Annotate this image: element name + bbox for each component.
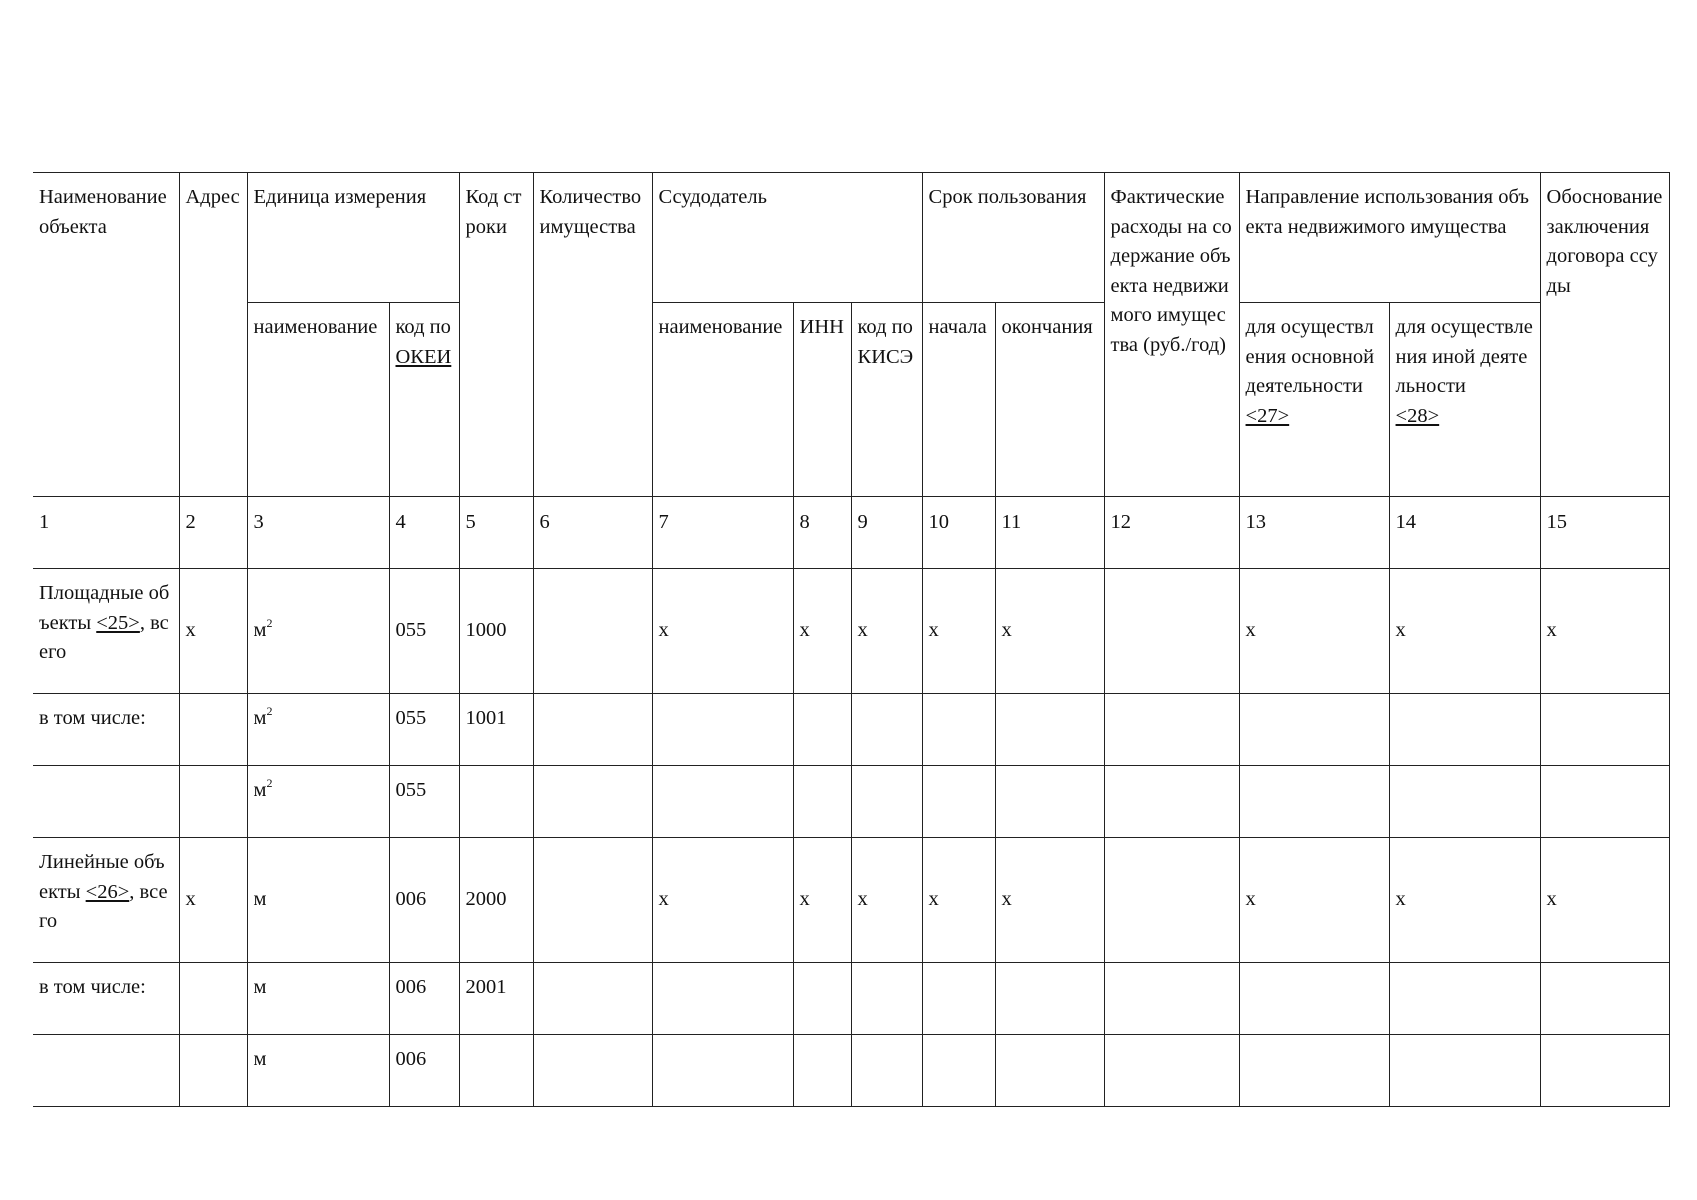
area-total-name xyxy=(33,569,179,694)
unit-superscript: 2 xyxy=(266,704,273,718)
area-incl-code: 1001 xyxy=(459,694,533,766)
empty-cell xyxy=(533,1035,652,1107)
area-total-lender-name: х xyxy=(652,569,793,694)
header-row-2 xyxy=(33,303,1669,497)
empty-cell xyxy=(995,766,1104,838)
empty-cell xyxy=(1239,963,1389,1035)
linear-total-lender-name: х xyxy=(652,838,793,963)
linear-total-end: х xyxy=(995,838,1104,963)
col-number: 5 xyxy=(459,497,533,569)
empty-cell xyxy=(179,1035,247,1107)
area-total-address: х xyxy=(179,569,247,694)
footnote-28-link[interactable]: <28> xyxy=(1395,404,1440,427)
unit-superscript: 2 xyxy=(266,776,273,790)
unit-text: м xyxy=(253,707,267,729)
empty-cell xyxy=(1104,963,1239,1035)
linear-total-quantity xyxy=(533,838,652,963)
empty-cell xyxy=(851,1035,922,1107)
area-total-expenses xyxy=(1104,569,1239,694)
linear-blank-okei: 006 xyxy=(389,1035,459,1107)
header-unit-name: наименование xyxy=(247,303,389,497)
col-number: 9 xyxy=(851,497,922,569)
area-total-quantity xyxy=(533,569,652,694)
header-line-code: Код строки xyxy=(459,173,533,497)
empty-cell xyxy=(793,963,851,1035)
empty-cell xyxy=(1389,694,1540,766)
empty-cell xyxy=(922,766,995,838)
table-row-area-blank xyxy=(33,766,1669,838)
col-number: 15 xyxy=(1540,497,1669,569)
okei-link[interactable]: ОКЕИ xyxy=(395,345,452,368)
linear-total-unit: м xyxy=(247,838,389,963)
col-number: 10 xyxy=(922,497,995,569)
empty-cell xyxy=(459,1035,533,1107)
area-total-okei: 055 xyxy=(389,569,459,694)
empty-cell xyxy=(533,766,652,838)
linear-total-inn: х xyxy=(793,838,851,963)
linear-incl-code: 2001 xyxy=(459,963,533,1035)
area-total-inn: х xyxy=(793,569,851,694)
empty-cell xyxy=(652,766,793,838)
header-lender-name: наименование xyxy=(652,303,793,497)
footnote-27-link[interactable]: <27> xyxy=(1245,404,1290,427)
empty-cell xyxy=(851,963,922,1035)
col-number: 8 xyxy=(793,497,851,569)
unit-code-prefix: код по xyxy=(395,316,451,338)
table-row-linear-total xyxy=(33,838,1669,963)
empty-cell xyxy=(1239,766,1389,838)
header-quantity: Количество имущества xyxy=(533,173,652,497)
linear-total-other: х xyxy=(1389,838,1540,963)
linear-total-kise: х xyxy=(851,838,922,963)
col-number: 1 xyxy=(33,497,179,569)
kise-label: КИСЭ xyxy=(857,345,914,368)
linear-total-code: 2000 xyxy=(459,838,533,963)
col-number: 11 xyxy=(995,497,1104,569)
header-usage: Направление использования объекта недвижимого имущества xyxy=(1239,173,1540,303)
linear-total-expenses xyxy=(1104,838,1239,963)
area-total-end: х xyxy=(995,569,1104,694)
linear-total-start: х xyxy=(922,838,995,963)
empty-cell xyxy=(1239,694,1389,766)
area-blank-okei: 055 xyxy=(389,766,459,838)
area-total-other: х xyxy=(1389,569,1540,694)
empty-cell xyxy=(995,963,1104,1035)
linear-incl-unit: м xyxy=(247,963,389,1035)
col-number: 14 xyxy=(1389,497,1540,569)
kise-prefix: код по xyxy=(857,316,913,338)
header-unit-code xyxy=(389,303,459,497)
header-object-name: Наименование объекта xyxy=(33,173,179,497)
linear-total-main: х xyxy=(1239,838,1389,963)
empty-cell xyxy=(851,694,922,766)
linear-total-name xyxy=(33,838,179,963)
empty-cell xyxy=(1540,963,1669,1035)
area-total-start: х xyxy=(922,569,995,694)
empty-cell xyxy=(1104,1035,1239,1107)
header-period: Срок пользования xyxy=(922,173,1104,303)
header-start: начала xyxy=(922,303,995,497)
linear-total-basis: х xyxy=(1540,838,1669,963)
linear-blank-unit: м xyxy=(247,1035,389,1107)
empty-cell xyxy=(1389,1035,1540,1107)
other-activity-label: для осуществления иной деятельности xyxy=(1395,316,1533,397)
area-blank-unit xyxy=(247,766,389,838)
footnote-25-link[interactable]: <25> xyxy=(96,611,140,634)
empty-cell xyxy=(1239,1035,1389,1107)
empty-cell xyxy=(652,963,793,1035)
unit-text: м xyxy=(253,779,267,801)
column-numbers-row xyxy=(33,497,1669,569)
area-total-kise: х xyxy=(851,569,922,694)
header-lender: Ссудодатель xyxy=(652,173,922,303)
header-row-1 xyxy=(33,173,1669,303)
empty-cell xyxy=(1104,694,1239,766)
loan-property-table xyxy=(33,172,1670,1107)
header-basis: Обоснование заключения договора ссуды xyxy=(1540,173,1669,497)
empty-cell xyxy=(995,694,1104,766)
unit-text: м xyxy=(253,619,267,642)
empty-cell xyxy=(793,694,851,766)
area-total-label: Площадные объекты xyxy=(39,582,170,634)
main-activity-label: для осуществления основной деятельности xyxy=(1245,316,1375,397)
empty-cell xyxy=(652,1035,793,1107)
empty-cell xyxy=(533,694,652,766)
unit-superscript: 2 xyxy=(266,616,273,631)
empty-cell xyxy=(793,1035,851,1107)
empty-cell xyxy=(1104,766,1239,838)
area-total-unit xyxy=(247,569,389,694)
empty-cell xyxy=(1540,766,1669,838)
linear-incl-okei: 006 xyxy=(389,963,459,1035)
empty-cell xyxy=(922,1035,995,1107)
header-inn: ИНН xyxy=(793,303,851,497)
header-address: Адрес xyxy=(179,173,247,497)
col-number: 3 xyxy=(247,497,389,569)
empty-cell xyxy=(1540,694,1669,766)
linear-total-suffix: , всего xyxy=(39,880,168,932)
area-total-basis: х xyxy=(1540,569,1669,694)
table-row-linear-blank xyxy=(33,1035,1669,1107)
area-incl-unit xyxy=(247,694,389,766)
col-number: 4 xyxy=(389,497,459,569)
empty-cell xyxy=(1389,766,1540,838)
empty-cell xyxy=(652,694,793,766)
empty-cell xyxy=(533,963,652,1035)
header-kise xyxy=(851,303,922,497)
empty-cell xyxy=(33,766,179,838)
empty-cell xyxy=(459,766,533,838)
linear-incl-name: в том числе: xyxy=(33,963,179,1035)
linear-total-address: х xyxy=(179,838,247,963)
header-expenses: Фактические расходы на содержание объекта недвижимого имущества (руб./год) xyxy=(1104,173,1239,497)
header-main-activity xyxy=(1239,303,1389,497)
empty-cell xyxy=(922,963,995,1035)
col-number: 7 xyxy=(652,497,793,569)
area-incl-name: в том числе: xyxy=(33,694,179,766)
table-row-linear-incl xyxy=(33,963,1669,1035)
header-other-activity xyxy=(1389,303,1540,497)
footnote-26-link[interactable]: <26> xyxy=(85,880,130,903)
area-incl-address xyxy=(179,694,247,766)
col-number: 12 xyxy=(1104,497,1239,569)
table-row-area-incl xyxy=(33,694,1669,766)
linear-total-okei: 006 xyxy=(389,838,459,963)
empty-cell xyxy=(995,1035,1104,1107)
header-unit: Единица измерения xyxy=(247,173,459,303)
empty-cell xyxy=(179,766,247,838)
col-number: 6 xyxy=(533,497,652,569)
empty-cell xyxy=(179,963,247,1035)
empty-cell xyxy=(793,766,851,838)
col-number: 13 xyxy=(1239,497,1389,569)
empty-cell xyxy=(1389,963,1540,1035)
area-total-suffix: , всего xyxy=(39,611,169,663)
header-end: окончания xyxy=(995,303,1104,497)
area-total-main: х xyxy=(1239,569,1389,694)
empty-cell xyxy=(1540,1035,1669,1107)
empty-cell xyxy=(851,766,922,838)
empty-cell xyxy=(922,694,995,766)
table-row-area-total xyxy=(33,569,1669,694)
linear-total-label: Линейные объекты xyxy=(39,851,165,903)
area-total-code: 1000 xyxy=(459,569,533,694)
area-incl-okei: 055 xyxy=(389,694,459,766)
empty-cell xyxy=(33,1035,179,1107)
col-number: 2 xyxy=(179,497,247,569)
